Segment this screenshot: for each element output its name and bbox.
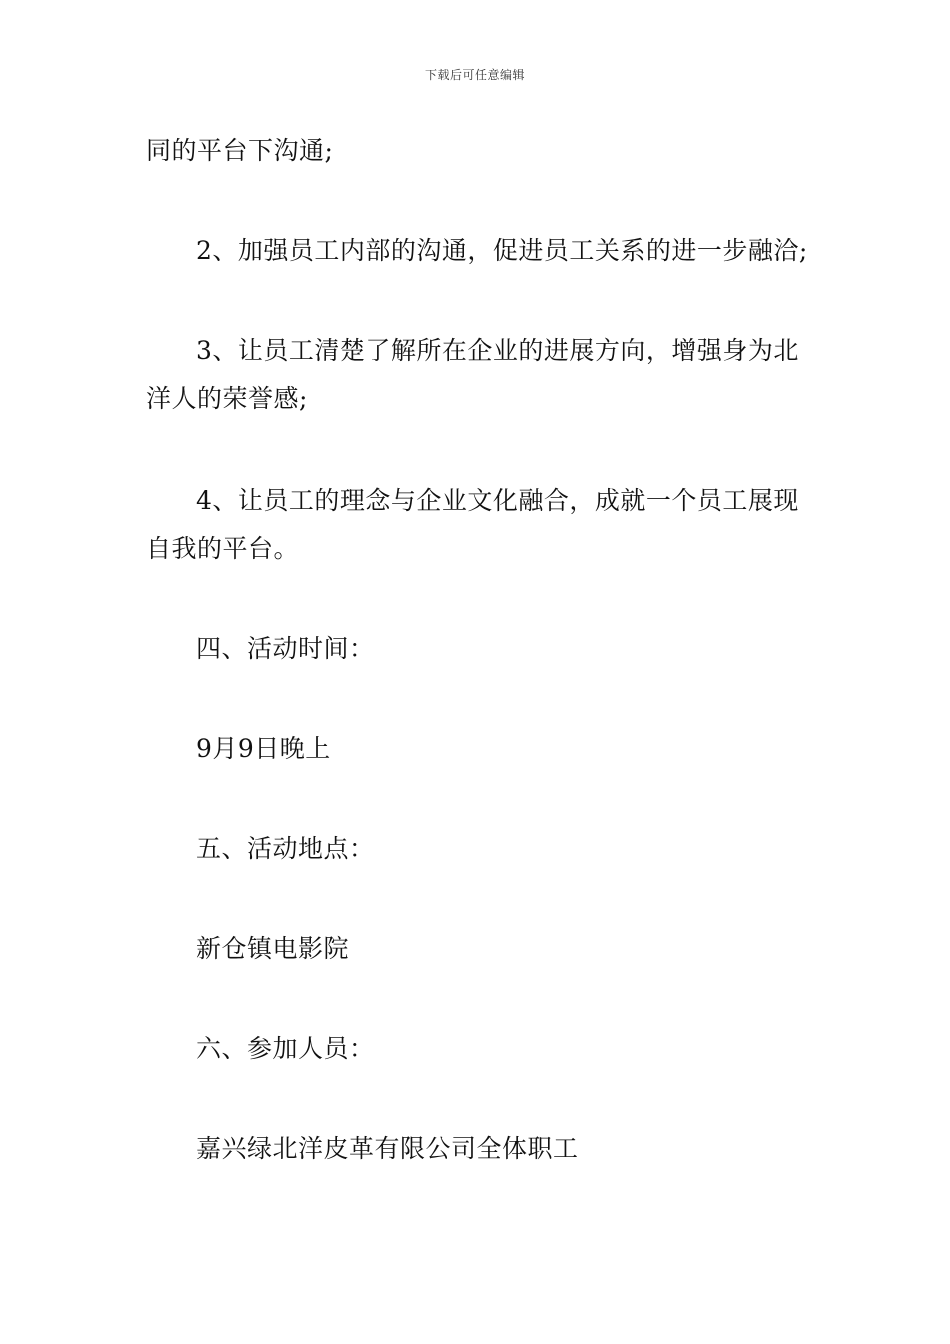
list-item-3: 3、让员工清楚了解所在企业的进展方向，增强身为北 [196, 336, 799, 365]
activity-time-value: 9月9日晚上 [196, 734, 331, 763]
participants-value: 嘉兴绿北洋皮革有限公司全体职工 [196, 1134, 579, 1163]
paragraph-line: 同的平台下沟通; [146, 136, 334, 165]
activity-location-value: 新仓镇电影院 [196, 934, 350, 963]
section-heading-location: 五、活动地点： [196, 834, 375, 863]
section-heading-time: 四、活动时间： [196, 634, 375, 663]
page-header: 下载后可任意编辑 [424, 68, 525, 82]
list-item-4-continuation: 自我的平台。 [146, 534, 300, 563]
list-item-2: 2、加强员工内部的沟通，促进员工关系的进一步融洽; [196, 236, 808, 265]
list-item-3-continuation: 洋人的荣誉感; [146, 384, 308, 413]
section-heading-participants: 六、参加人员： [196, 1034, 375, 1063]
list-item-4: 4、让员工的理念与企业文化融合，成就一个员工展现 [196, 486, 799, 515]
